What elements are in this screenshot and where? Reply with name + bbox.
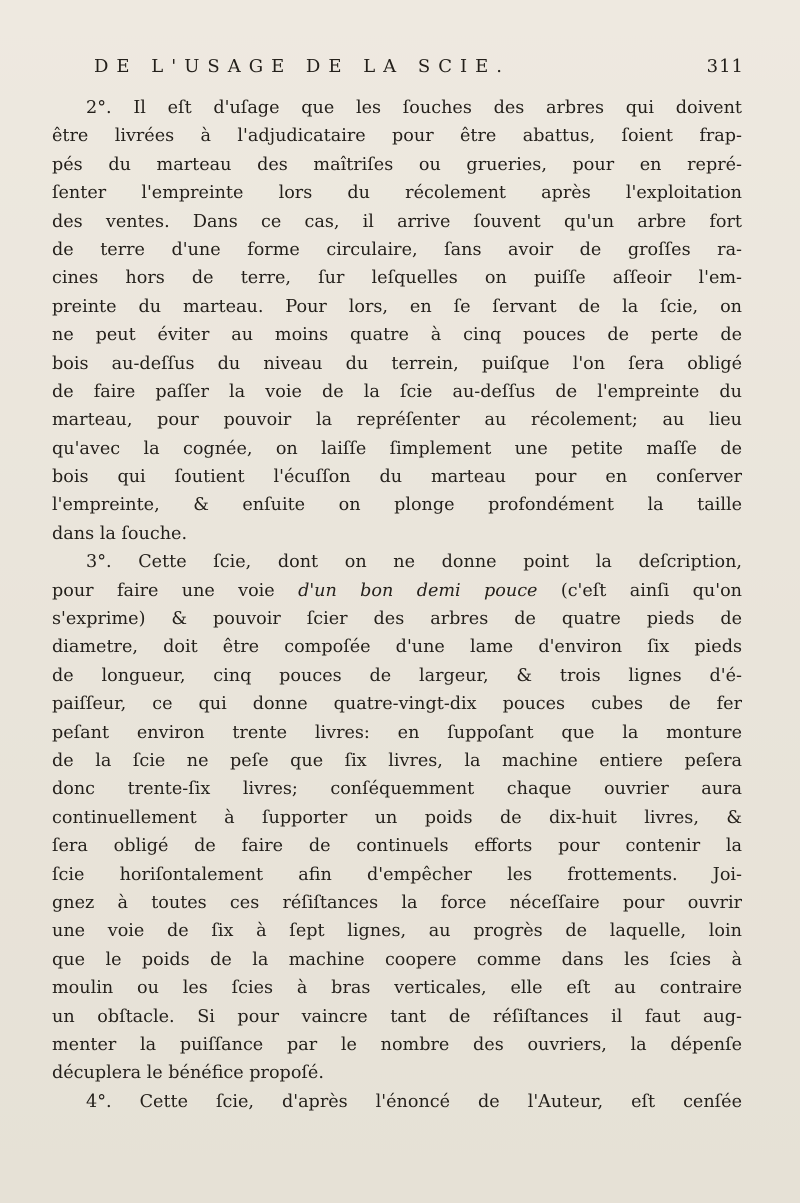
text-line: de longueur, cinq pouces de largeur, & trois lignes d'é-	[52, 665, 742, 686]
text-segment: pour faire une voie	[52, 580, 299, 601]
text-line: 2°. Il eſt d'uſage que les ſouches des arbres qui doivent	[86, 98, 742, 118]
text-line: menter la puiſſance par le nombre des ouvriers, la dépenſe	[52, 1034, 742, 1055]
text-line-with-italic	[52, 577, 742, 605]
text-line: qu'avec la cognée, on laiſſe ſimplement une petite maſſe de	[52, 438, 742, 459]
text-segment: (c'eſt ainſi qu'on	[537, 580, 742, 601]
text-line: marteau, pour pouvoir la repréſenter au récolement; au lieu	[52, 410, 742, 431]
page-header	[94, 52, 744, 82]
text-line: paiſſeur, ce qui donne quatre-vingt-dix pouces cubes de fer	[52, 694, 742, 715]
text-line: continuellement à ſupporter un poids de dix-huit livres, &	[52, 807, 742, 828]
running-head: DE L'USAGE DE LA SCIE.	[94, 56, 510, 77]
text-line: diametre, doit être compoſée d'une lame d'environ ſix pieds	[52, 637, 742, 658]
text-line: de faire paſſer la voie de la ſcie au-deſſus de l'empreinte du	[52, 381, 742, 402]
body-text	[52, 94, 742, 1116]
text-line: une voie de ſix à ſept lignes, au progrès de laquelle, loin	[52, 921, 742, 942]
text-line: un obſtacle. Si pour vaincre tant de réſiſtances il faut aug-	[52, 1006, 742, 1027]
text-line: ſenter l'empreinte lors du récolement après l'exploitation	[52, 183, 742, 204]
text-line: être livrées à l'adjudicataire pour être abattus, ſoient frap-	[52, 126, 742, 147]
text-line: des ventes. Dans ce cas, il arrive ſouvent qu'un arbre fort	[52, 211, 742, 232]
text-line: ne peut éviter au moins quatre à cinq pouces de perte de	[52, 325, 742, 346]
text-line: 4°. Cette ſcie, d'après l'énoncé de l'Auteur, eſt cenſée	[86, 1091, 742, 1112]
text-line: décuplera le bénéfice propoſé.	[52, 1063, 324, 1084]
italic-phrase: d'un bon demi pouce	[298, 580, 538, 601]
text-line: preinte du marteau. Pour lors, en ſe ſervant de la ſcie, on	[52, 296, 742, 317]
text-line: bois qui ſoutient l'écuſſon du marteau pour en conſerver	[52, 467, 742, 488]
text-line: pés du marteau des maîtriſes ou grueries, pour en repré-	[52, 154, 742, 175]
text-line: peſant environ trente livres: en ſuppoſant que la monture	[52, 722, 742, 743]
text-line: de terre d'une forme circulaire, ſans avoir de groſſes ra-	[52, 239, 742, 260]
text-line: cines hors de terre, ſur leſquelles on puiſſe aſſeoir l'em-	[52, 268, 742, 289]
text-line: gnez à toutes ces réſiſtances la force néceſſaire pour ouvrir	[52, 892, 742, 913]
text-line: s'exprime) & pouvoir ſcier des arbres de quatre pieds de	[52, 609, 742, 630]
text-line: 3°. Cette ſcie, dont on ne donne point la deſcription,	[86, 552, 742, 573]
text-line: dans la ſouche.	[52, 523, 188, 544]
text-line: que le poids de la machine coopere comme dans les ſcies à	[52, 949, 742, 970]
text-line: ſera obligé de faire de continuels efforts pour contenir la	[52, 836, 742, 857]
text-line: bois au-deſſus du niveau du terrein, puiſque l'on ſera obligé	[52, 353, 742, 374]
text-line: de la ſcie ne peſe que ſix livres, la machine entiere peſera	[52, 750, 742, 771]
text-line: donc trente-ſix livres; conſéquemment chaque ouvrier aura	[52, 779, 742, 800]
text-line: l'empreinte, & enſuite on plonge profondément la taille	[52, 495, 742, 516]
text-line: moulin ou les ſcies à bras verticales, elle eſt au contraire	[52, 978, 742, 999]
text-line: ſcie horiſontalement afin d'empêcher les frottements. Joi-	[52, 864, 742, 885]
page-number: 311	[706, 56, 744, 77]
